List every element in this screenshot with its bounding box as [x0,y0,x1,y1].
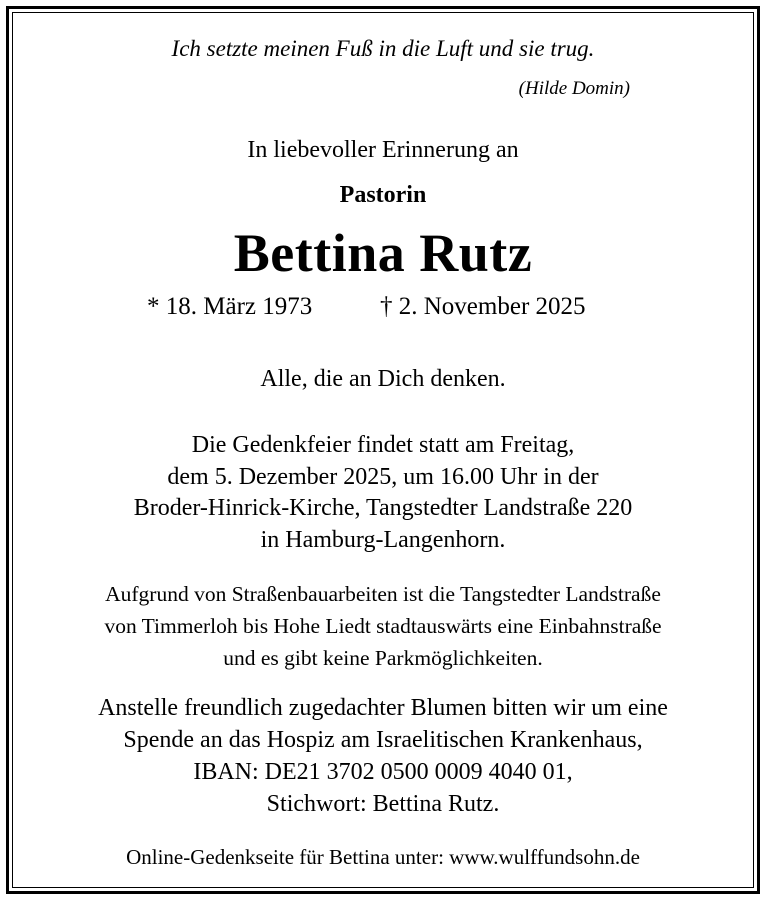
ceremony-line: dem 5. Dezember 2025, um 16.00 Uhr in der [167,463,599,490]
donation-request [14,692,752,820]
birth-date: * 18. März 1973 [147,293,313,320]
death-date: † 2. November 2025 [380,293,586,320]
epigraph-quote: Ich setzte meinen Fuß in die Luft und sie trug. [171,36,595,61]
donation-line: Anstelle freundlich zugedachter Blumen bitten wir um eine [98,695,668,721]
title-role: Pastorin [339,182,427,208]
epigraph-author: (Hilde Domin) [518,78,630,99]
donation-line: Spende an das Hospiz am Israelitischen Krankenhaus, [123,727,643,753]
notice-line: und es gibt keine Parkmöglichkeiten. [223,646,543,670]
online-memorial-link: Online-Gedenkseite für Bettina unter: www.wulffundsohn.de [126,845,640,869]
deceased-name: Bettina Rutz [233,223,533,283]
obituary-notice [14,14,752,886]
intro-text: In liebevoller Erinnerung an [247,137,519,163]
donation-line: IBAN: DE21 3702 0500 0009 4040 01, [193,759,573,785]
notice-line: Aufgrund von Straßenbauarbeiten ist die Tangstedter Landstraße [105,582,661,606]
notice-line: von Timmerloh bis Hohe Liedt stadtauswärts eine Einbahnstraße [104,614,662,638]
greeting-text: Alle, die an Dich denken. [260,366,506,392]
ceremony-info [14,430,752,556]
ceremony-line: Broder-Hinrick-Kirche, Tangstedter Landstraße 220 [133,495,633,521]
ceremony-line: in Hamburg-Langenhorn. [260,526,506,553]
road-notice [14,578,752,674]
ceremony-line: Die Gedenkfeier findet statt am Freitag, [191,432,575,458]
donation-line: Stichwort: Bettina Rutz. [266,791,500,817]
